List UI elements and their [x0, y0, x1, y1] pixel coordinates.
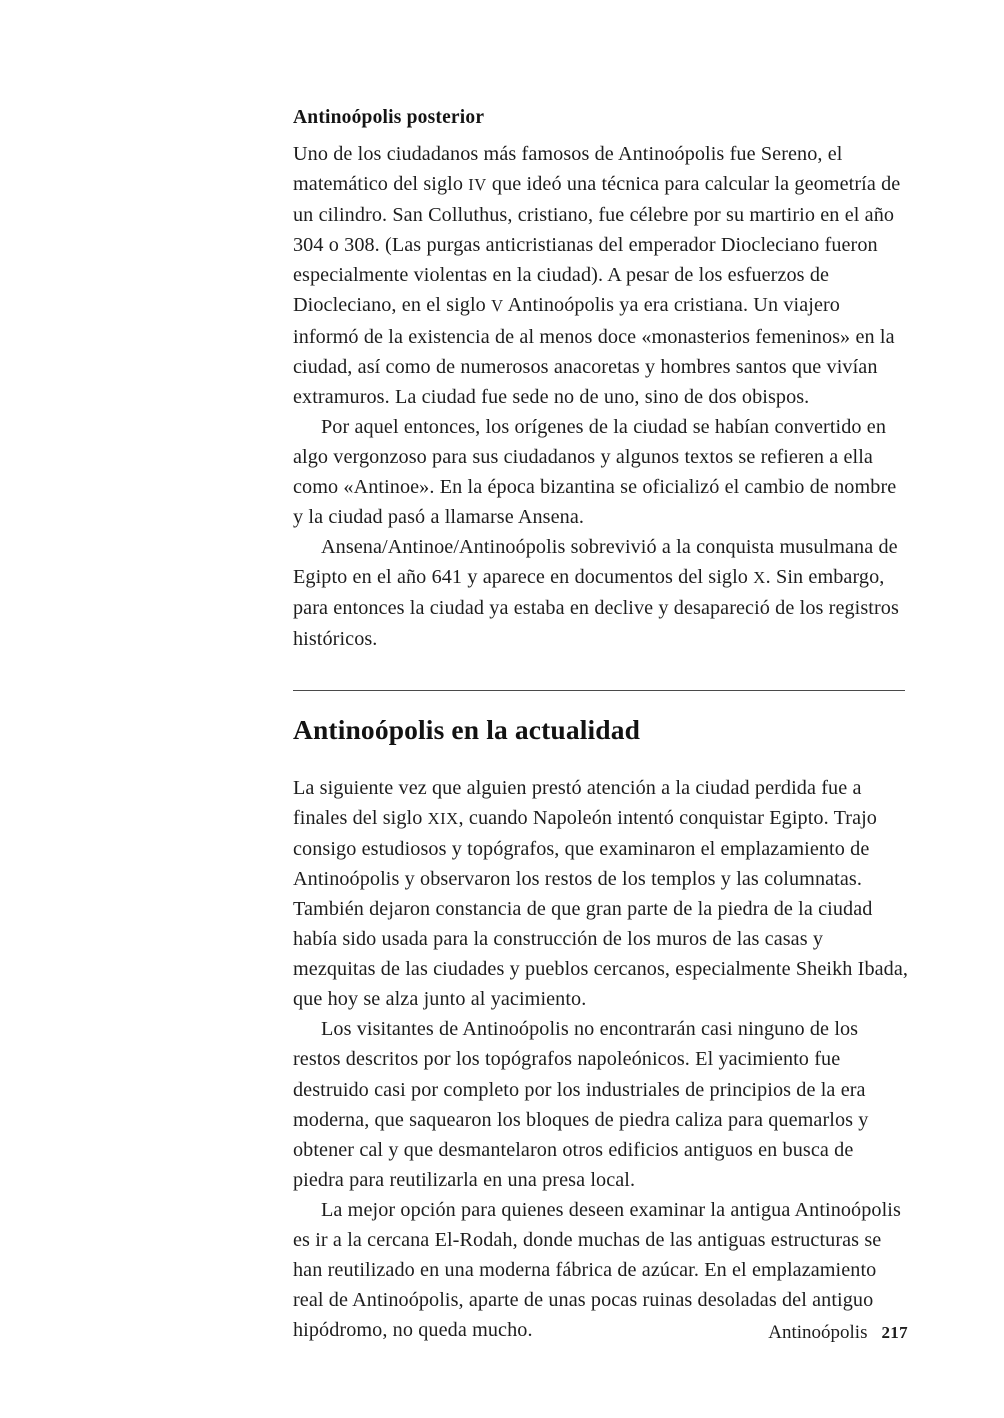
paragraph-text-part: Uno de los ciudadanos más famosos de Antinoópolis fue Sereno, el matemático del siglo [293, 143, 843, 196]
paragraph-text-part: . Sin embargo, para entonces la ciudad ya estaba en declive y desapareció de los registros históricos. [293, 566, 899, 650]
roman-numeral: V [491, 296, 504, 316]
page-footer [293, 1321, 908, 1345]
roman-numeral: IV [468, 175, 487, 195]
paragraph [293, 139, 908, 412]
paragraph: La mejor opción para quienes deseen examinar la antigua Antinoópolis es ir a la cercana El-Rodah, donde muchas de las antiguas estructuras se han reutilizado en una moderna fábrica de azúcar. En el emplazamiento real de Antinoópolis, aparte de unas pocas ruinas desoladas del antiguo hipódromo, no queda mucho. [293, 1198, 901, 1342]
running-head: Antinoópolis [768, 1322, 868, 1343]
paragraph-text-part: que ideó una técnica para calcular la geometría de un cilindro. San Colluthus, cristiano, fue célebre por su martirio en el año 304 o 308. (Las purgas anticristianas del emperador Diocleciano fueron especialmente violentas en la ciudad). A pesar de los esfuerzos de Diocleciano, en el siglo [293, 173, 901, 317]
paragraph-text-part: Ansena/Antinoe/Antinoópolis sobrevivió a la conquista musulmana de Egipto en el año 641 y aparece en documentos del siglo [293, 536, 898, 589]
paragraph-text-part: La siguiente vez que alguien prestó atención a la ciudad perdida fue a finales del siglo [293, 776, 862, 829]
spacer [293, 751, 908, 765]
page-number: 217 [881, 1323, 908, 1342]
text-column [293, 0, 908, 1345]
roman-numeral: X [753, 568, 766, 588]
paragraph [293, 773, 908, 1015]
paragraph [293, 532, 908, 653]
section-break [293, 690, 908, 751]
paragraph: Por aquel entonces, los orígenes de la ciudad se habían convertido en algo vergonzoso para sus ciudadanos y algunos textos se refieren a ella como «Antinoe». En la época bizantina se oficializó el cambio de nombre y la ciudad pasó a llamarse Ansena. [293, 415, 897, 529]
section-heading: Antinoópolis en la actualidad [293, 713, 641, 745]
paragraph-text-part: , cuando Napoleón intentó conquistar Egipto. Trajo consigo estudiosos y topógrafos, que examinaron el emplazamiento de Antinoópolis y observaron los restos de los templos y las columnatas. También dejaron constancia de que gran parte de la piedra de la ciudad había sido usada para la construcción de los muros de las casas y mezquitas de las ciudades y pueblos cercanos, especialmente Sheikh Ibada, que hoy se alza junto al yacimiento. [293, 806, 909, 1011]
subsection-heading: Antinoópolis posterior [293, 107, 485, 128]
paragraph-text-part: Antinoópolis ya era cristiana. Un viajero informó de la existencia de al menos doce «monasterios femeninos» en la ciudad, así como de numerosos anacoretas y hombres santos que vivían extramuros. La ciudad fue sede no de uno, sino de dos obispos. [293, 294, 895, 408]
paragraph: Los visitantes de Antinoópolis no encontrarán casi ninguno de los restos descritos por los topógrafos napoleónicos. El yacimiento fue destruido casi por completo por los industriales de principios de la era moderna, que saquearon los bloques de piedra caliza para quemarlos y obtener cal y que desmantelaron otros edificios antiguos en busca de piedra para reutilizarla en una presa local. [293, 1018, 869, 1191]
roman-numeral: XIX [427, 808, 459, 828]
